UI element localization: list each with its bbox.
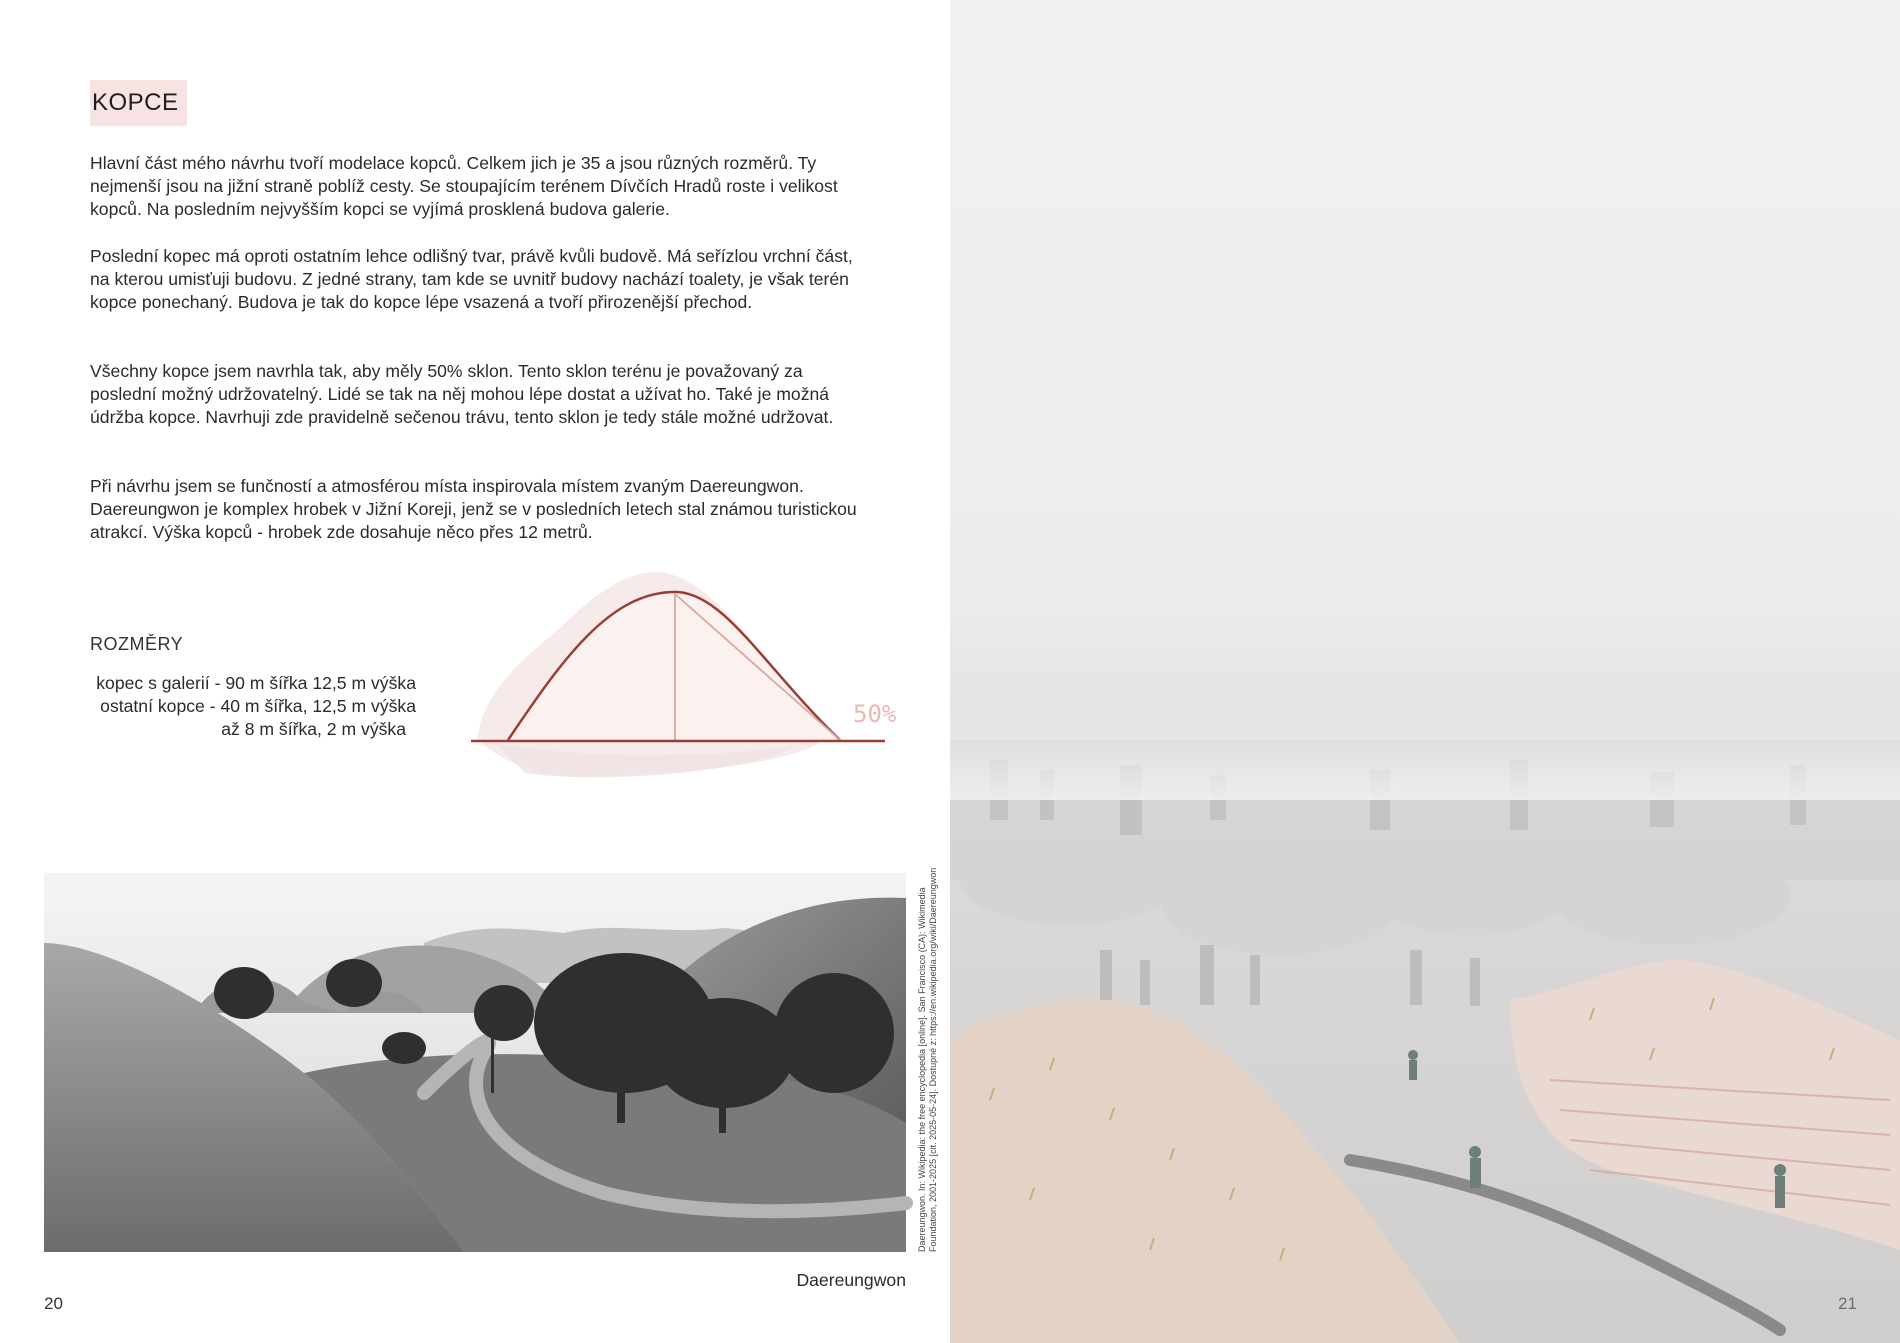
page-number-right: 21	[1838, 1294, 1857, 1313]
slope-label: 50%	[853, 700, 897, 728]
dimension-other-hills: ostatní kopce - 40 m šířka, 12,5 m výška	[100, 696, 416, 716]
daereungwon-photo	[44, 873, 906, 1252]
paragraph-inspiration: Při návrhu jsem se funčností a atmosférou místa inspirovala místem zvaným Daereungwon. Daereungwon je komplex hrobek v Jižní Koreji, jenž se v posledních letech stal známou turistickou atrakcí. Výška kopců - hrobek zde dosahuje něco přes 12 metrů.	[90, 476, 857, 542]
dimensions-title: ROZMĚRY	[90, 634, 184, 654]
photo-caption: Daereungwon	[796, 1270, 906, 1290]
photo-credit: Daereungwon. In: Wikipedia: the free encyclopedia [online]. San Francisco (CA): Wikimedia Foundation, 2001-2025 [cit. 2025-05-24]. Dostupné z: https://en.wikipedia.org/wiki/Daereungwon	[917, 867, 938, 1252]
paragraph-intro: Hlavní část mého návrhu tvoří modelace kopců. Celkem jich je 35 a jsou různých rozměrů. Ty nejmenší jsou na jižní straně poblíž cesty. Se stoupajícím terénem Dívčích Hradů roste i velikost kopců. Na posledním nejvyšším kopci se vyjímá prosklená budova galerie.	[90, 153, 838, 219]
paragraph-last-hill: Poslední kopec má oproti ostatním lehce odlišný tvar, právě kvůli budově. Má seřízlou vrchní část, na kterou umisťuji budovu. Z jedné strany, tam kde se uvnitř budovy nachází toalety, je však terén kopce ponechaný. Budova je tak do kopce lépe vsazená a tvoří přirozenější přechod.	[90, 246, 853, 312]
hills-visualization	[950, 0, 1900, 1343]
grass-hill-right	[1510, 960, 1900, 1250]
dimension-gallery-hill: kopec s galerií - 90 m šířka 12,5 m výška	[96, 673, 416, 693]
top-haze	[950, 700, 1900, 800]
dimensions-list	[90, 672, 416, 741]
paragraph-slope: Všechny kopce jsem navrhla tak, aby měly 50% sklon. Tento sklon terénu je považovaný za poslední možný udržovatelný. Lidé se tak na něj mohou lépe dostat a užívat ho. Také je možná údržba kopce. Navrhuji zde pravidelně sečenou trávu, tento sklon je tedy stále možné udržovat.	[90, 361, 834, 427]
hill-slope-diagram	[465, 568, 897, 798]
dimension-smallest-hills: až 8 m šířka, 2 m výška	[221, 719, 406, 739]
section-title: KOPCE	[90, 80, 187, 126]
page-number-left: 20	[44, 1294, 63, 1313]
